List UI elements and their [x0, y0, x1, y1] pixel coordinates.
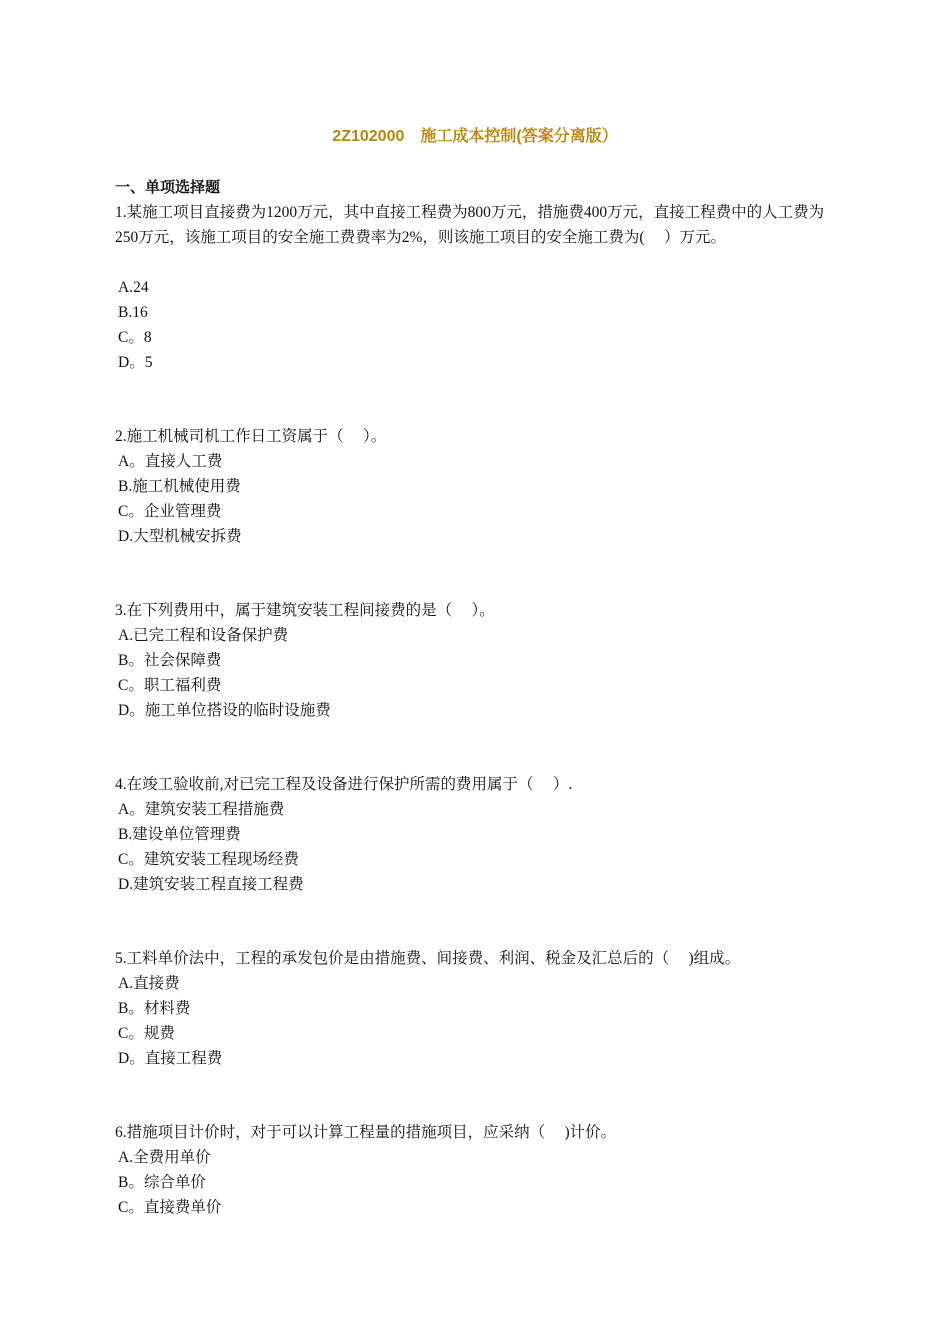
option-c: C。8 — [118, 329, 152, 346]
question-4 — [115, 772, 845, 897]
option-b: B。材料费 — [118, 1000, 191, 1017]
option-c: C。建筑安装工程现场经费 — [118, 851, 299, 868]
option-b: B。社会保障费 — [118, 652, 222, 669]
question-list — [115, 200, 845, 1220]
option-b: B.16 — [118, 304, 148, 321]
option-a: A.直接费 — [118, 975, 180, 992]
option-d: D。施工单位搭设的临时设施费 — [118, 702, 331, 719]
option-a: A。建筑安装工程措施费 — [118, 801, 285, 818]
option-b: B。综合单价 — [118, 1174, 206, 1191]
question-stem: 3.在下列费用中，属于建筑安装工程间接费的是（ ）。 — [115, 602, 495, 619]
option-c: C。企业管理费 — [118, 503, 222, 520]
option-b: B.施工机械使用费 — [118, 478, 241, 495]
question-stem: 5.工料单价法中，工程的承发包价是由措施费、间接费、利润、税金及汇总后的（ )组成。 — [115, 950, 741, 967]
option-c: C。规费 — [118, 1025, 175, 1042]
question-stem: 2.施工机械司机工作日工资属于（ ）。 — [115, 428, 387, 445]
option-a: A.全费用单价 — [118, 1149, 211, 1166]
section-heading: 一、单项选择题 — [115, 179, 221, 196]
question-3 — [115, 598, 845, 723]
document-title: 2Z102000 施工成本控制(答案分离版） — [332, 128, 618, 145]
option-a: A.24 — [118, 279, 149, 296]
option-d: D。5 — [118, 354, 153, 371]
option-c: C。职工福利费 — [118, 677, 222, 694]
option-a: A。直接人工费 — [118, 453, 223, 470]
option-d: D.建筑安装工程直接工程费 — [118, 876, 304, 893]
question-stem: 1.某施工项目直接费为1200万元，其中直接工程费为800万元，措施费400万元，直接工程费中的人工费为250万元，该施工项目的安全施工费费率为2%，则该施工项目的安全施工费为( ）万元。 — [115, 204, 825, 246]
question-2 — [115, 424, 845, 549]
option-b: B.建设单位管理费 — [118, 826, 241, 843]
question-5 — [115, 946, 845, 1071]
option-a: A.已完工程和设备保护费 — [118, 627, 289, 644]
option-d: D.大型机械安拆费 — [118, 528, 242, 545]
question-6 — [115, 1120, 845, 1220]
question-stem: 4.在竣工验收前,对已完工程及设备进行保护所需的费用属于（ ）. — [115, 776, 573, 793]
option-c: C。直接费单价 — [118, 1199, 222, 1216]
question-stem: 6.措施项目计价时，对于可以计算工程量的措施项目，应采纳（ )计价。 — [115, 1124, 617, 1141]
question-1 — [115, 200, 845, 375]
option-d: D。直接工程费 — [118, 1050, 223, 1067]
